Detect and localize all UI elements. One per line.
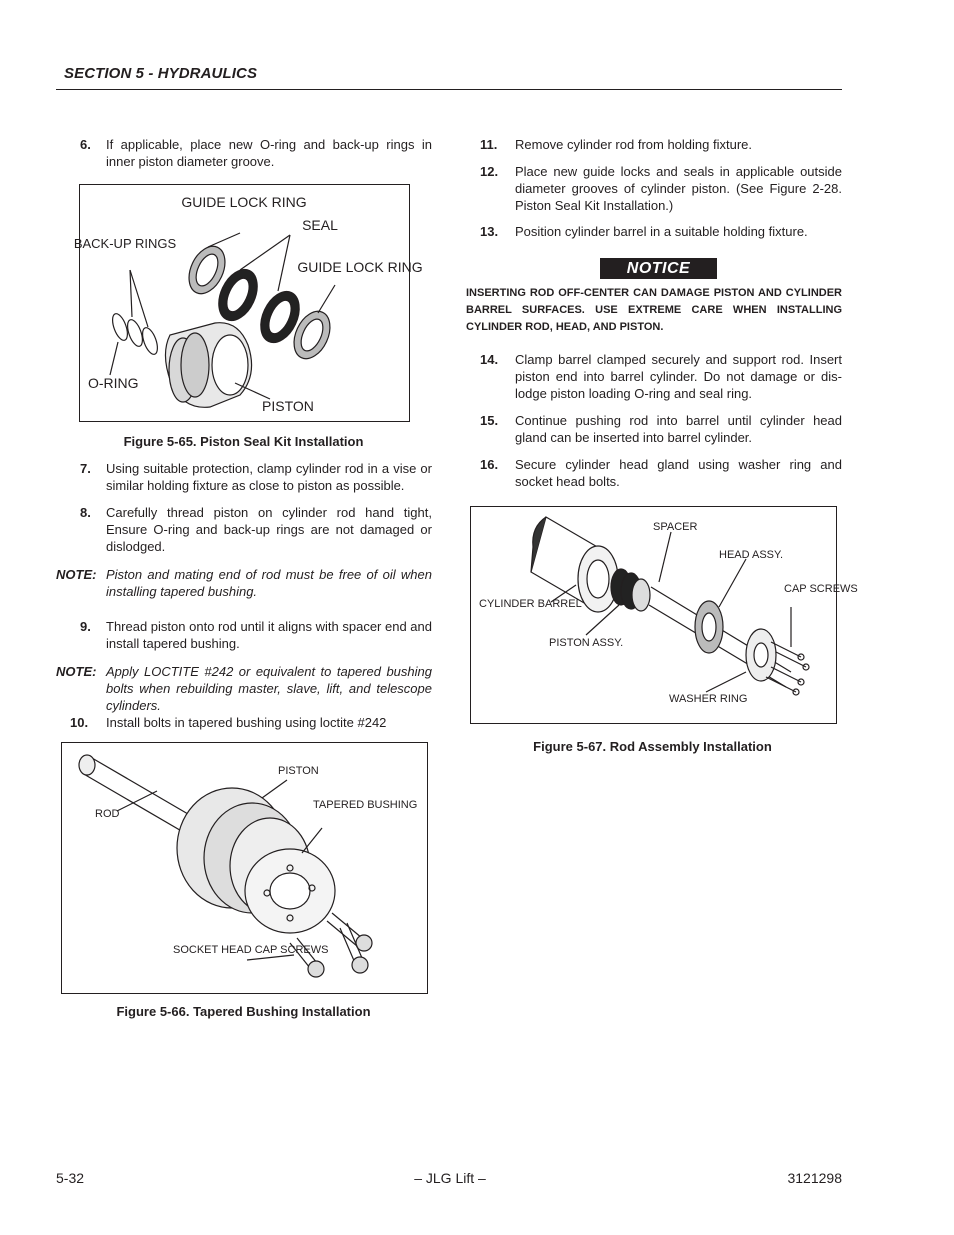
label-guide-lock-ring-2: GUIDE LOCK RING (297, 259, 423, 275)
step-number: 16. (480, 457, 499, 472)
label-socket-head-cap-screws: SOCKET HEAD CAP SCREWS (173, 944, 329, 956)
page-number: 5-32 (56, 1170, 85, 1186)
step-number: 15. (480, 413, 499, 428)
step-text: Clamp barrel clamped securely and support rod. Insert piston end into barrel cylinder. Do not damage or dis-lodge piston loading O-ring and seal ring. (515, 352, 842, 401)
step-text: Thread piston onto rod until it aligns with spacer end and install tapered bushing. (106, 619, 432, 651)
label-piston: PISTON (278, 765, 319, 777)
label-piston: PISTON (262, 398, 314, 414)
header-rule (56, 89, 842, 90)
notice-text: INSERTING ROD OFF-CENTER CAN DAMAGE PISTON AND CYLINDER BARREL SURFACES. USE EXTREME CARE WHEN INSTALLING CYLINDER ROD, HEAD, AND PISTON. (466, 287, 842, 333)
step-text: Using suitable protection, clamp cylinder rod in a vise or similar holding fixture as close to piston as possible. (106, 461, 432, 493)
step-text: Place new guide locks and seals in applicable outside diameter grooves of cylinder piston. (See Figure 2-28. Piston Seal Kit Installation.) (515, 164, 842, 213)
label-spacer: SPACER (653, 521, 698, 533)
label-cylinder-barrel: CYLINDER BARREL (479, 598, 582, 610)
document-number: 3121298 (787, 1170, 842, 1186)
step-text: Position cylinder barrel in a suitable holding fixture. (515, 224, 808, 239)
step-number: 14. (480, 352, 499, 367)
label-tapered-bushing: TAPERED BUSHING (313, 799, 418, 811)
note-text: Piston and mating end of rod must be free of oil when installing tapered bushing. (106, 567, 432, 599)
label-washer-ring: WASHER RING (669, 693, 748, 705)
label-back-up-rings: BACK-UP RINGS (73, 236, 177, 251)
step-number: 12. (480, 164, 499, 179)
step-text: If applicable, place new O-ring and back-up rings in inner piston diameter groove. (106, 137, 432, 169)
notice-label: NOTICE (600, 258, 717, 279)
figure-5-67-caption: Figure 5-67. Rod Assembly Installation (533, 739, 772, 754)
label-piston-assy: PISTON ASSY. (549, 637, 624, 649)
step-number: 11. (480, 137, 498, 152)
figure-5-66-tapered-bushing (61, 742, 428, 994)
step-number: 7. (80, 461, 91, 476)
step-number: 13. (480, 224, 499, 239)
label-seal: SEAL (302, 217, 338, 233)
step-text: Remove cylinder rod from holding fixture. (515, 137, 752, 152)
step-text: Secure cylinder head gland using washer ring and socket head bolts. (515, 457, 842, 489)
step-number: 10. (70, 715, 89, 730)
figure-5-66-caption: Figure 5-66. Tapered Bushing Installation (116, 1004, 371, 1019)
footer-center: – JLG Lift – (414, 1170, 486, 1186)
figure-5-65-caption: Figure 5-65. Piston Seal Kit Installation (123, 434, 364, 449)
step-text: Carefully thread piston on cylinder rod hand tight, Ensure O-ring and back-up rings are not damaged or dislodged. (106, 505, 432, 554)
note-label: NOTE: (56, 567, 97, 582)
step-number: 9. (80, 619, 91, 634)
step-number: 8. (80, 505, 91, 520)
step-number: 6. (80, 137, 91, 152)
label-rod: ROD (95, 808, 120, 820)
figure-5-67-rod-assembly (470, 506, 858, 724)
note-text: Apply LOCTITE #242 or equivalent to tapered bushing bolts when rebuilding master, slave, lift, and telescope cylinders. (106, 664, 432, 713)
label-cap-screws: CAP SCREWS (784, 583, 858, 595)
figure-5-65-piston-seal-kit (73, 184, 423, 422)
note-label: NOTE: (56, 664, 97, 679)
label-guide-lock-ring-1: GUIDE LOCK RING (181, 194, 307, 210)
label-head-assy: HEAD ASSY. (719, 549, 783, 561)
section-title: SECTION 5 - HYDRAULICS (64, 65, 258, 82)
step-text: Continue pushing rod into barrel until cylinder head gland can be inserted into barrel cylinder. (515, 413, 842, 445)
step-text: Install bolts in tapered bushing using loctite #242 (106, 715, 387, 730)
label-o-ring: O-RING (88, 375, 139, 391)
